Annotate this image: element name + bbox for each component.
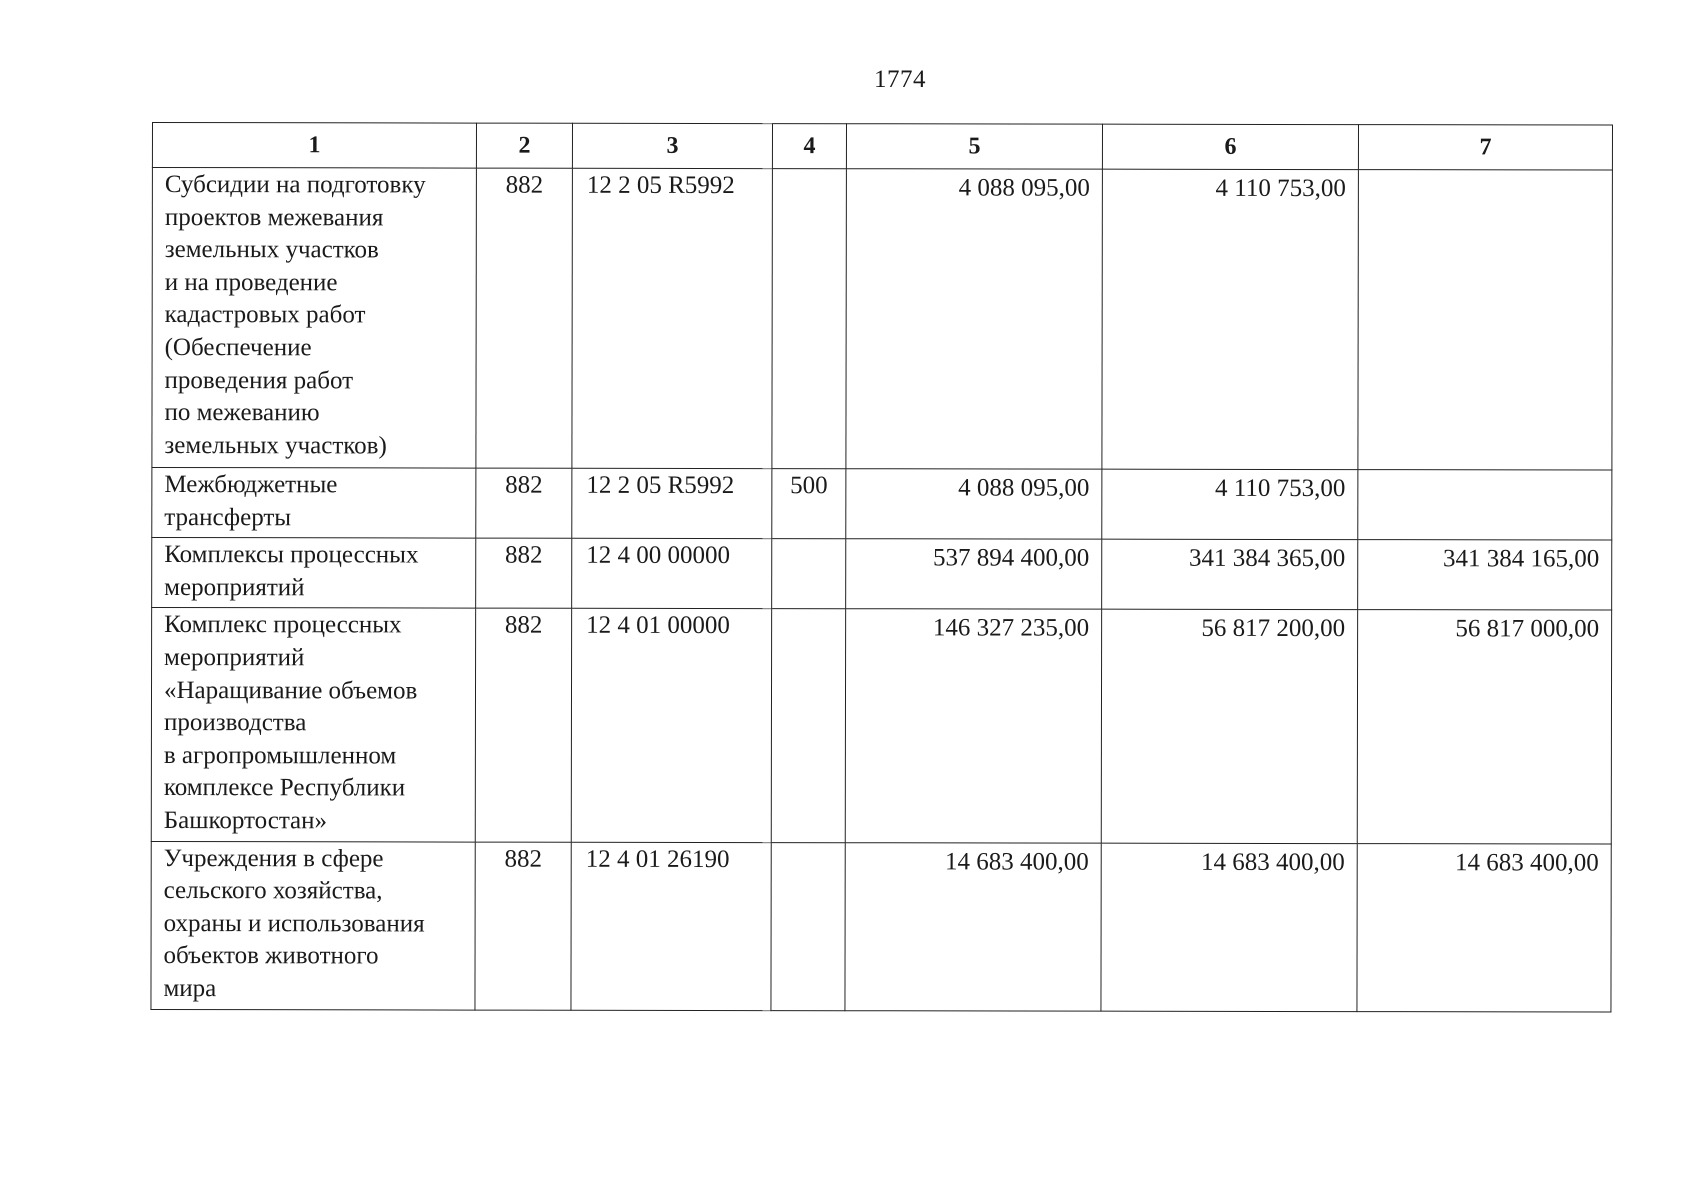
budget-table [150, 122, 1613, 1012]
row-classification-code: 12 4 01 00000 [571, 609, 771, 843]
row-name: Учреждения в сфере сельского хозяйства, охраны и использования объектов животного мира [151, 841, 475, 1010]
row-amount-col6: 4 110 753,00 [1102, 169, 1359, 469]
row-amount-col6: 4 110 753,00 [1102, 469, 1358, 540]
column-header-2: 2 [476, 123, 572, 168]
row-amount-col5: 146 327 235,00 [845, 609, 1101, 843]
table-row [152, 168, 1613, 471]
row-classification-code: 12 4 01 26190 [571, 842, 771, 1010]
row-admin-code: 882 [475, 842, 571, 1010]
page-number: 1774 [874, 66, 926, 93]
column-header-1: 1 [152, 123, 476, 169]
column-header-4: 4 [772, 124, 846, 169]
row-amount-col5: 4 088 095,00 [846, 469, 1102, 540]
row-expense-type [771, 842, 845, 1010]
row-amount-col7 [1358, 170, 1613, 470]
table-row [151, 608, 1611, 844]
row-name: Межбюджетные трансферты [152, 468, 476, 539]
row-amount-col5: 537 894 400,00 [846, 539, 1102, 610]
row-amount-col6: 14 683 400,00 [1101, 843, 1357, 1011]
row-expense-type [772, 539, 846, 609]
row-expense-type [771, 609, 845, 842]
row-admin-code: 882 [476, 468, 572, 538]
table-row [151, 841, 1611, 1012]
row-name: Комплексы процессных мероприятий [152, 538, 476, 609]
table-row [152, 538, 1612, 611]
row-admin-code: 882 [475, 608, 571, 841]
row-expense-type: 500 [772, 469, 846, 539]
row-amount-col7: 56 817 000,00 [1357, 610, 1611, 844]
row-amount-col6: 56 817 200,00 [1101, 610, 1357, 844]
header-row [152, 123, 1612, 171]
row-amount-col6: 341 384 365,00 [1102, 539, 1358, 610]
row-name: Субсидии на подготовку проектов межевания земельных участков и на проведение кадастровых работ (Обеспечение проведения работ по межеванию земельных участков) [152, 168, 477, 469]
row-amount-col7 [1358, 470, 1612, 541]
row-amount-col7: 14 683 400,00 [1357, 843, 1611, 1011]
column-header-3: 3 [572, 123, 772, 168]
row-expense-type [772, 169, 847, 469]
column-header-7: 7 [1358, 125, 1612, 170]
row-amount-col7: 341 384 165,00 [1358, 540, 1612, 611]
row-name: Комплекс процессных мероприятий «Наращивание объемов производства в агропромышленном комплексе Республики Башкортостан» [151, 608, 475, 842]
row-amount-col5: 4 088 095,00 [846, 169, 1103, 469]
column-header-5: 5 [846, 124, 1102, 169]
table-row [152, 468, 1612, 541]
row-classification-code: 12 4 00 00000 [572, 538, 772, 609]
row-classification-code: 12 2 05 R5992 [572, 468, 772, 539]
column-header-6: 6 [1102, 124, 1358, 169]
row-admin-code: 882 [476, 168, 573, 468]
row-classification-code: 12 2 05 R5992 [572, 168, 773, 468]
row-admin-code: 882 [476, 538, 572, 608]
row-amount-col5: 14 683 400,00 [845, 842, 1101, 1010]
